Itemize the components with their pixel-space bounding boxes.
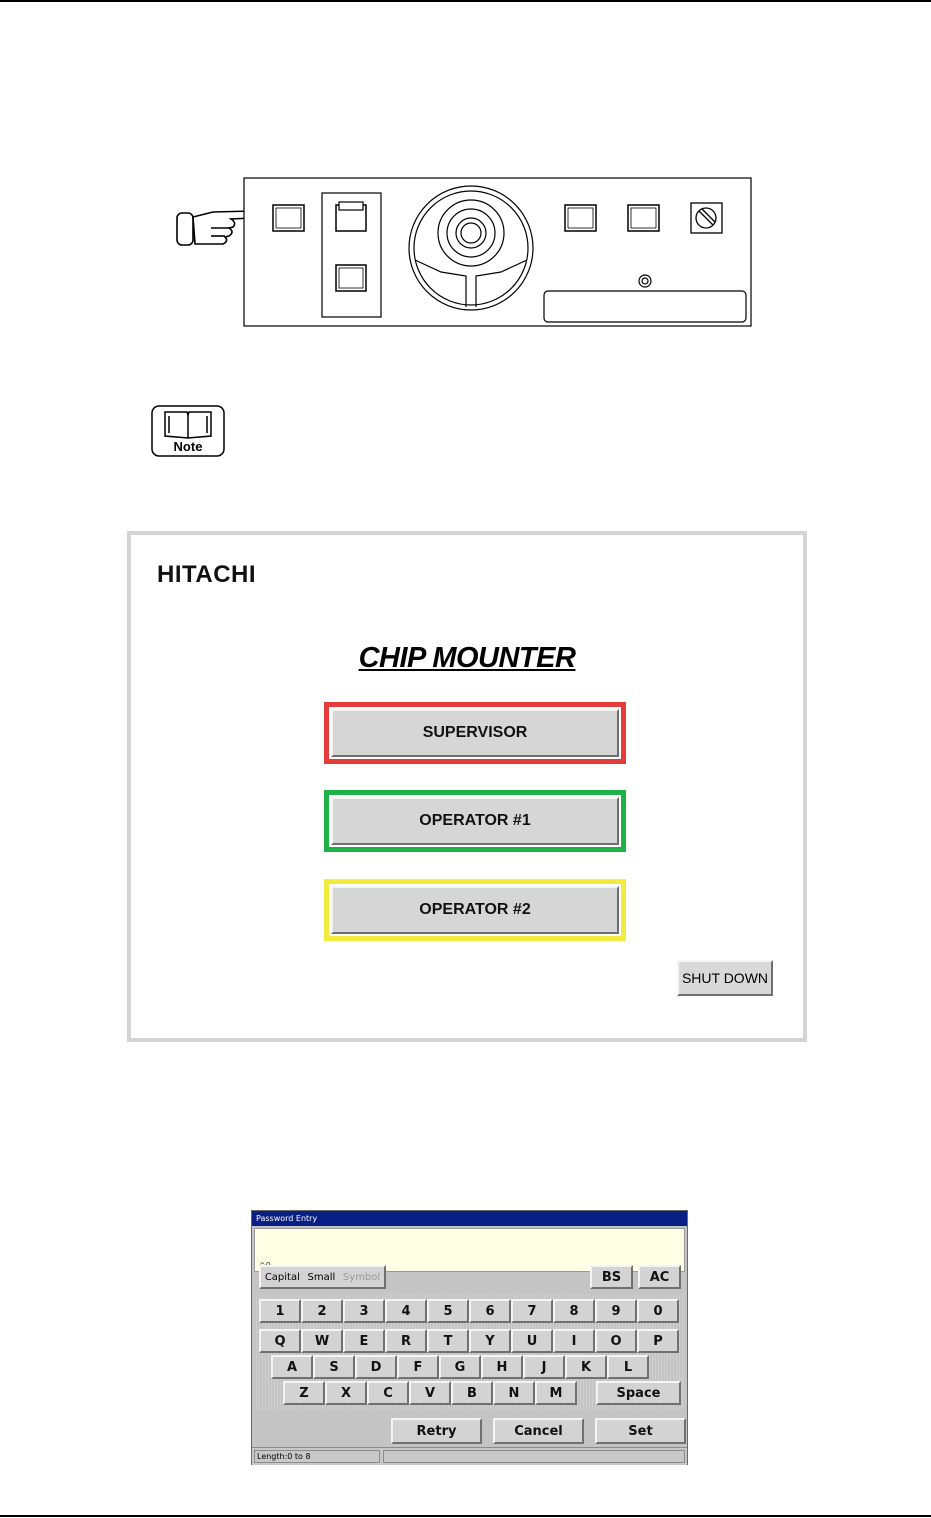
panel-button-5 [628, 205, 659, 231]
key-h[interactable]: H [481, 1355, 523, 1379]
key-o[interactable]: O [595, 1329, 637, 1353]
key-c[interactable]: C [367, 1381, 409, 1405]
key-p[interactable]: P [637, 1329, 679, 1353]
key-s[interactable]: S [313, 1355, 355, 1379]
key-k[interactable]: K [565, 1355, 607, 1379]
key-r[interactable]: R [385, 1329, 427, 1353]
key-a[interactable]: A [271, 1355, 313, 1379]
operator-1-button[interactable] [324, 790, 626, 852]
key-w[interactable]: W [301, 1329, 343, 1353]
set-button[interactable]: Set [595, 1418, 686, 1444]
key-6[interactable]: 6 [469, 1299, 511, 1323]
mode-small-button[interactable]: Small [307, 1271, 336, 1283]
key-v[interactable]: V [409, 1381, 451, 1405]
footer-rule [0, 1515, 931, 1517]
input-mode-selector [259, 1265, 386, 1289]
supervisor-button-label: SUPERVISOR [331, 709, 619, 757]
key-8[interactable]: 8 [553, 1299, 595, 1323]
operator-2-button-label: OPERATOR #2 [331, 886, 619, 934]
key-m[interactable]: M [535, 1381, 577, 1405]
status-bar [252, 1447, 687, 1465]
key-5[interactable]: 5 [427, 1299, 469, 1323]
supervisor-button[interactable] [324, 702, 626, 764]
password-entry-dialog [251, 1210, 688, 1465]
key-d[interactable]: D [355, 1355, 397, 1379]
key-1[interactable]: 1 [259, 1299, 301, 1323]
login-screen [127, 531, 807, 1042]
all-clear-key[interactable]: AC [638, 1265, 681, 1289]
key-l[interactable]: L [607, 1355, 649, 1379]
key-t[interactable]: T [427, 1329, 469, 1353]
retry-button[interactable]: Retry [391, 1418, 482, 1444]
key-i[interactable]: I [553, 1329, 595, 1353]
panel-button-4 [565, 205, 596, 231]
key-y[interactable]: Y [469, 1329, 511, 1353]
mode-capital-button[interactable]: Capital [264, 1271, 300, 1283]
shut-down-button[interactable]: SHUT DOWN [677, 960, 773, 996]
header-rule [0, 0, 931, 2]
key-7[interactable]: 7 [511, 1299, 553, 1323]
key-f[interactable]: F [397, 1355, 439, 1379]
key-z[interactable]: Z [283, 1381, 325, 1405]
mode-symbol-button[interactable]: Symbol [342, 1271, 381, 1283]
key-3[interactable]: 3 [343, 1299, 385, 1323]
dialog-title: Password Entry [252, 1211, 687, 1226]
key-u[interactable]: U [511, 1329, 553, 1353]
key-0[interactable]: 0 [637, 1299, 679, 1323]
key-q[interactable]: Q [259, 1329, 301, 1353]
cancel-button[interactable]: Cancel [493, 1418, 584, 1444]
key-e[interactable]: E [343, 1329, 385, 1353]
key-2[interactable]: 2 [301, 1299, 343, 1323]
brand-logo: HITACHI [157, 561, 257, 588]
key-b[interactable]: B [451, 1381, 493, 1405]
length-hint: Length:0 to 8 [254, 1450, 380, 1463]
status-pane [383, 1450, 685, 1463]
space-key[interactable]: Space [596, 1381, 681, 1405]
key-9[interactable]: 9 [595, 1299, 637, 1323]
key-j[interactable]: J [523, 1355, 565, 1379]
app-title: CHIP MOUNTER [358, 642, 576, 674]
control-panel-diagram [165, 172, 760, 332]
backspace-key[interactable]: BS [590, 1265, 633, 1289]
operator-1-button-label: OPERATOR #1 [331, 797, 619, 845]
operator-2-button[interactable] [324, 879, 626, 941]
key-g[interactable]: G [439, 1355, 481, 1379]
panel-button-1 [273, 205, 304, 231]
note-icon [151, 405, 225, 457]
key-x[interactable]: X [325, 1381, 367, 1405]
key-4[interactable]: 4 [385, 1299, 427, 1323]
note-label: Note [173, 439, 203, 454]
panel-button-3 [336, 265, 366, 291]
key-n[interactable]: N [493, 1381, 535, 1405]
panel-display-window [544, 291, 746, 322]
